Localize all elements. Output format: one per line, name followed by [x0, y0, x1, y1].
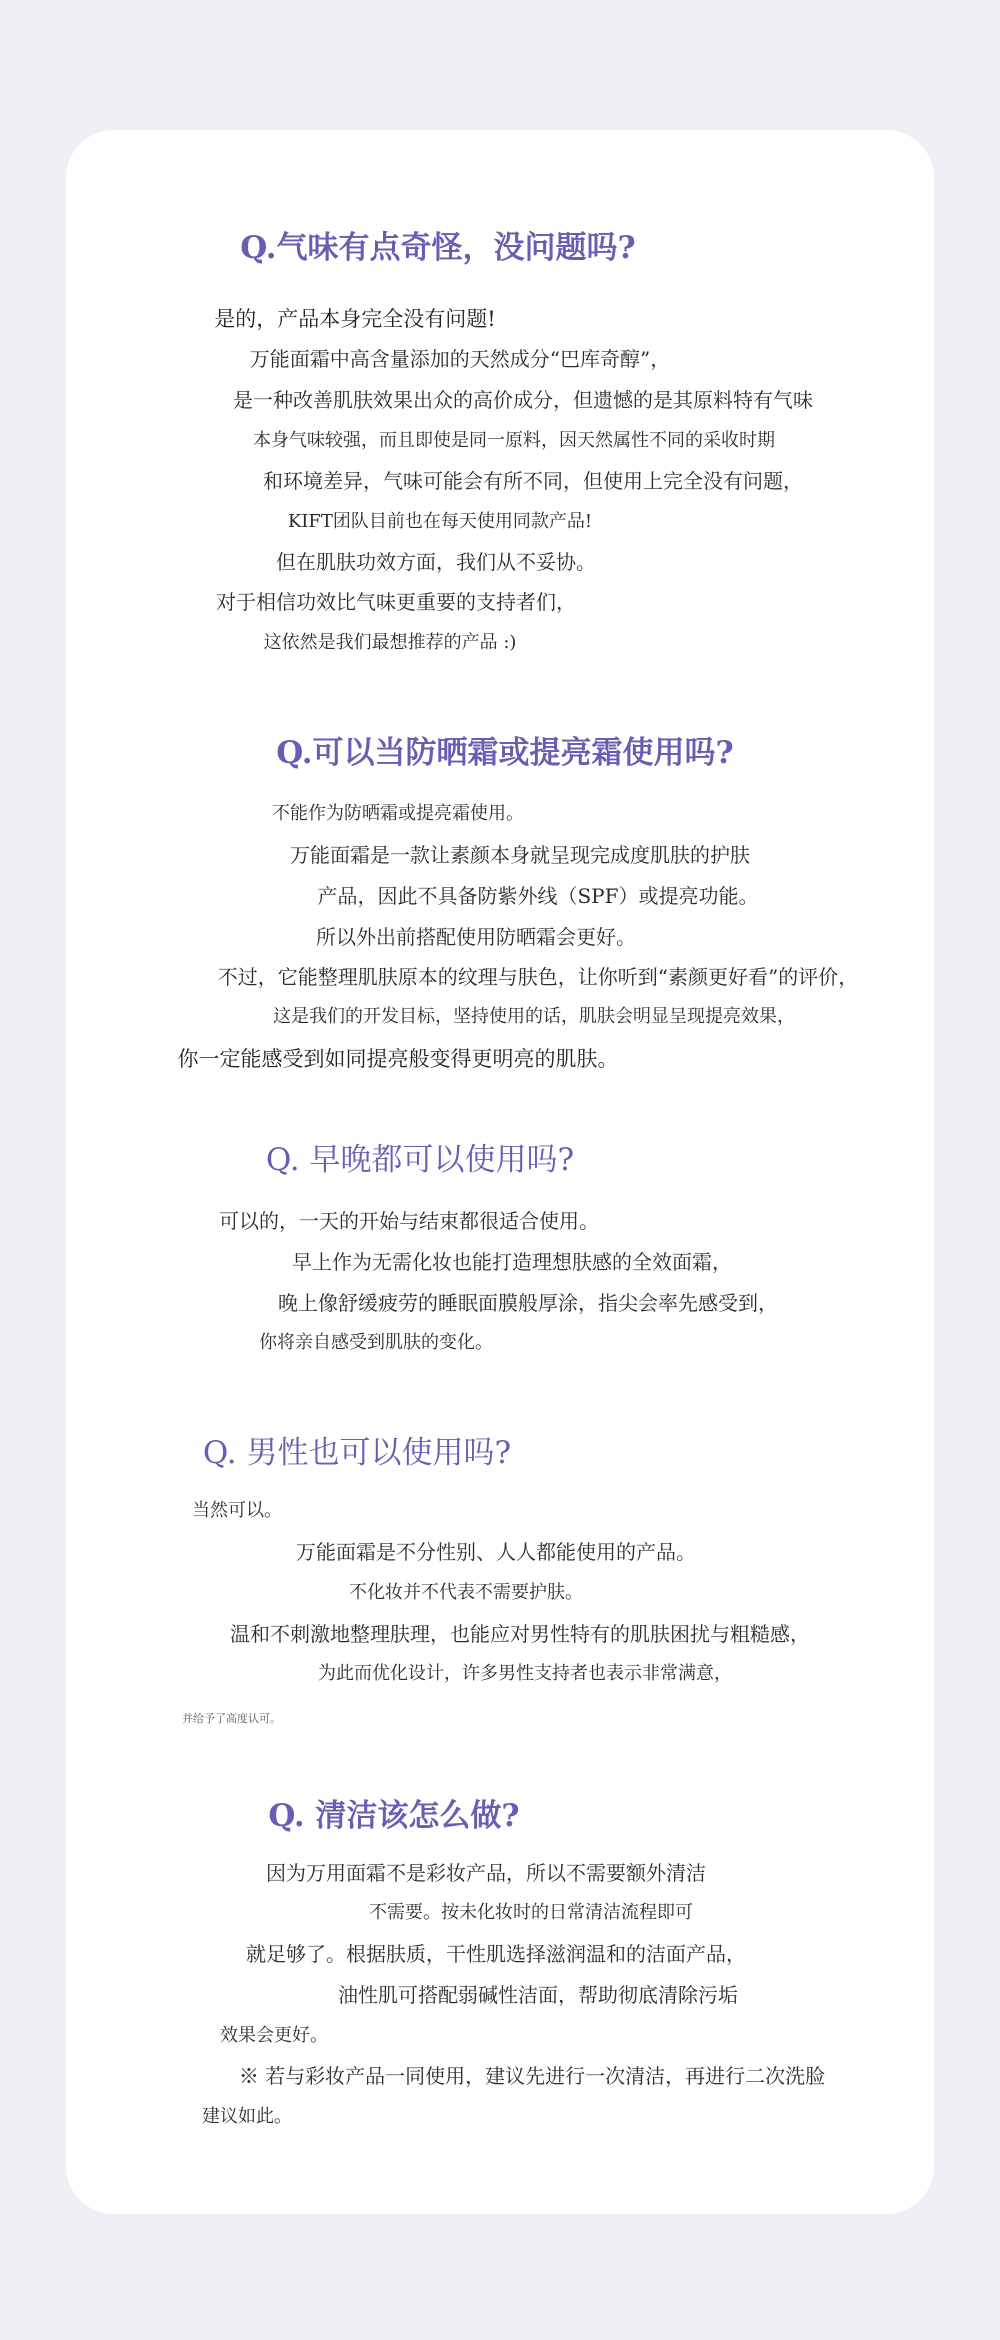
- answer-line: 不需要。按未化妆时的日常清洁流程即可: [369, 1902, 693, 1923]
- answer-line: 这是我们的开发目标，坚持使用的话，肌肤会明显呈现提亮效果，: [273, 1006, 795, 1027]
- answer-line: 万能面霜是一款让素颜本身就呈现完成度肌肤的护肤: [290, 843, 750, 867]
- answer-line: 但在肌肤功效方面，我们从不妥协。: [276, 550, 596, 574]
- answer-line: 你将亲自感受到肌肤的变化。: [259, 1332, 493, 1353]
- answer-line: 温和不刺激地整理肤理，也能应对男性特有的肌肤困扰与粗糙感，: [230, 1622, 810, 1646]
- answer-line: 因为万用面霜不是彩妆产品，所以不需要额外清洁: [266, 1861, 706, 1885]
- answer-line: 对于相信功效比气味更重要的支持者们，: [216, 590, 576, 614]
- answer-line: 产品，因此不具备防紫外线（SPF）或提亮功能。: [317, 884, 759, 908]
- answer-line: 和环境差异，气味可能会有所不同，但使用上完全没有问题，: [263, 469, 803, 493]
- question-cleansing: Q. 清洁该怎么做?: [268, 1798, 520, 1834]
- question-odor: Q.气味有点奇怪，没问题吗?: [240, 230, 636, 266]
- answer-line: 效果会更好。: [220, 2025, 328, 2046]
- answer-line: 就足够了。根据肤质，干性肌选择滋润温和的洁面产品，: [246, 1942, 746, 1966]
- answer-line: 这依然是我们最想推荐的产品 :): [263, 632, 517, 653]
- answer-line: 不能作为防晒霜或提亮霜使用。: [272, 803, 524, 824]
- answer-line: 当然可以。: [192, 1500, 282, 1521]
- answer-line: ※ 若与彩妆产品一同使用，建议先进行一次清洁，再进行二次洗脸: [238, 2064, 826, 2088]
- answer-line: 所以外出前搭配使用防晒霜会更好。: [316, 925, 636, 949]
- answer-line: 晚上像舒缓疲劳的睡眠面膜般厚涂，指尖会率先感受到，: [278, 1291, 778, 1315]
- answer-line: KIFT团队目前也在每天使用同款产品!: [287, 511, 593, 532]
- question-sunscreen: Q.可以当防晒霜或提亮霜使用吗?: [276, 735, 734, 771]
- answer-line: 万能面霜中高含量添加的天然成分“巴库奇醇”，: [249, 347, 671, 371]
- question-day-night: Q. 早晚都可以使用吗?: [265, 1142, 575, 1178]
- answer-line: 本身气味较强，而且即使是同一原料，因天然属性不同的采收时期: [253, 430, 775, 451]
- answer-line: 并给予了高度认可。: [182, 1712, 281, 1725]
- answer-line: 是一种改善肌肤效果出众的高价成分，但遗憾的是其原料特有气味: [233, 388, 813, 412]
- answer-line: 可以的，一天的开始与结束都很适合使用。: [219, 1209, 599, 1233]
- answer-line: 不化妆并不代表不需要护肤。: [349, 1582, 583, 1603]
- answer-line: 是的，产品本身完全没有问题!: [214, 307, 496, 331]
- answer-line: 建议如此。: [202, 2106, 292, 2127]
- question-men: Q. 男性也可以使用吗?: [202, 1435, 512, 1471]
- answer-line: 万能面霜是不分性别、人人都能使用的产品。: [296, 1540, 696, 1564]
- answer-line: 早上作为无需化妆也能打造理想肤感的全效面霜，: [292, 1250, 732, 1274]
- answer-line: 为此而优化设计，许多男性支持者也表示非常满意，: [318, 1663, 732, 1684]
- answer-line: 不过，它能整理肌肤原本的纹理与肤色，让你听到“素颜更好看”的评价，: [217, 965, 859, 989]
- answer-line: 你一定能感受到如同提亮般变得更明亮的肌肤。: [177, 1047, 619, 1071]
- answer-line: 油性肌可搭配弱碱性洁面，帮助彻底清除污垢: [338, 1983, 738, 2007]
